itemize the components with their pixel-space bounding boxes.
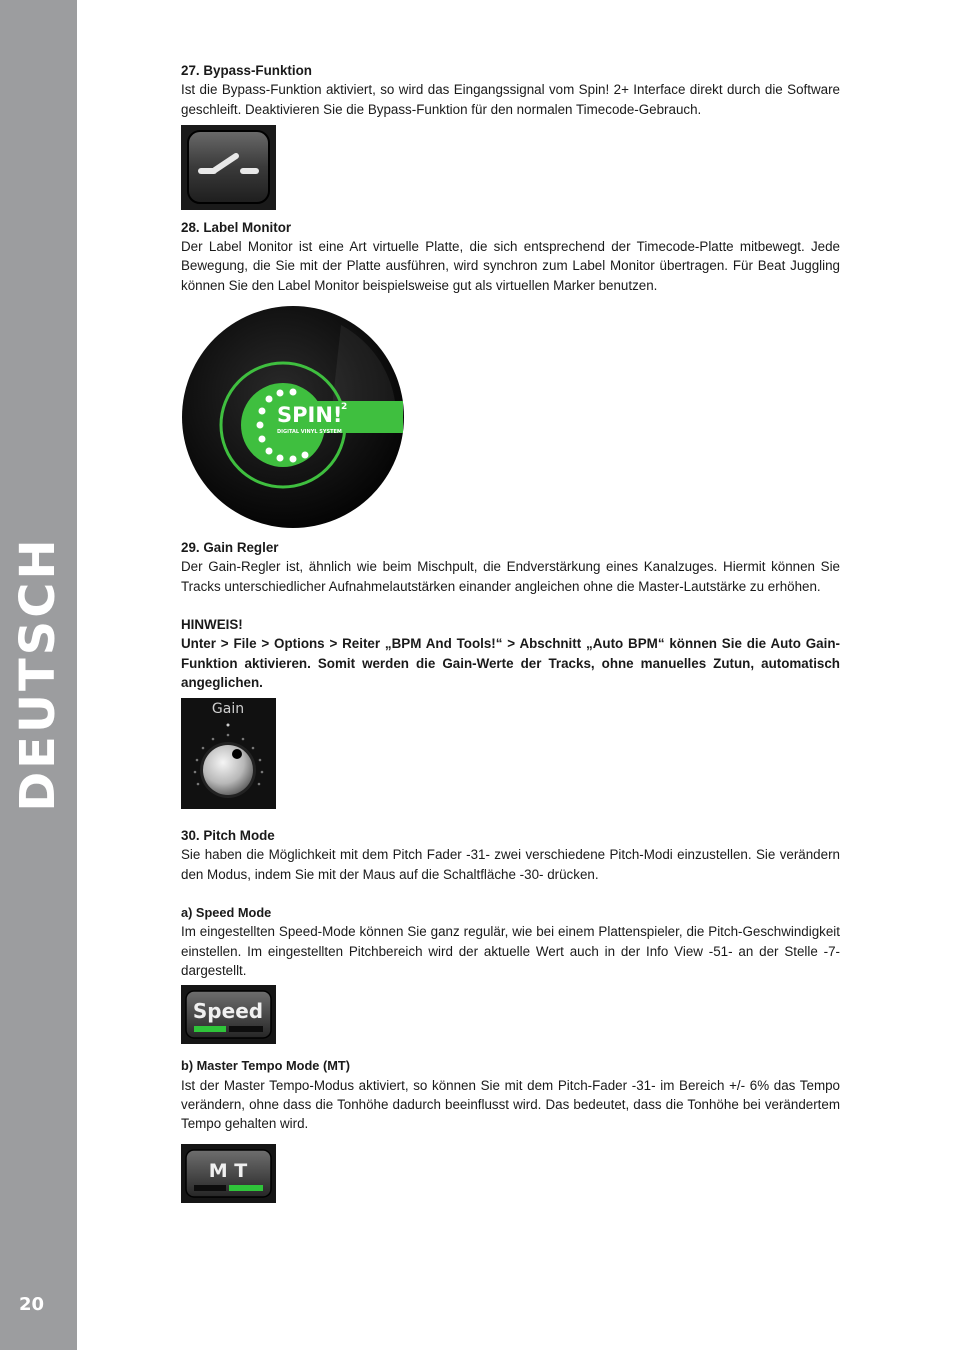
page-number: 20: [19, 1294, 45, 1315]
mt-label: M T: [208, 1160, 248, 1183]
gain-knob-image: [181, 698, 840, 809]
section-pitch-mode: [181, 826, 840, 1203]
speed-label: Speed: [192, 999, 264, 1024]
gain-knob-icon: [181, 698, 276, 809]
section-text: Der Gain-Regler ist, ähnlich wie beim Mischpult, die Endverstärkung eines Kanalzuges. Hiermit können Sie Tracks unterschiedlicher Aufnahmelautstärken einander angleichen ohne die Master-Lautstärke zu erhöhen.: [181, 559, 840, 594]
speed-mode-text: Im eingestellten Speed-Mode können Sie ganz regulär, wie bei einem Plattenspieler, die Pitch-Geschwindigkeit einstellen. Im eingestellten Pitchbereich wird der aktuelle Wert auch in der Info View -51- an der Stelle -7- dargestellt.: [181, 924, 840, 978]
bypass-button-image: [181, 125, 840, 210]
sidebar: [0, 0, 77, 1350]
vinyl-record-icon: [181, 305, 407, 531]
section-title: 29. Gain Regler: [181, 540, 279, 556]
master-tempo-title: b) Master Tempo Mode (MT): [181, 1058, 350, 1074]
section-title: 28. Label Monitor: [181, 219, 292, 235]
language-label: DEUTSCH: [10, 536, 66, 812]
section-bypass: [181, 61, 840, 210]
note-text: Unter > File > Options > Reiter „BPM And Tools!“ > Abschnitt „Auto BPM“ können Sie die Auto Gain-Funktion aktivieren. Somit werden die Gain-Werte der Tracks, ohne manuelles Zutun, automatisch angeglichen.: [181, 636, 840, 690]
section-text: Ist die Bypass-Funktion aktiviert, so wird das Eingangssignal vom Spin! 2+ Interface direkt durch die Software geschleift. Deaktivieren Sie die Bypass-Funktion für den normalen Timecode-Gebrauch.: [181, 82, 840, 117]
mt-button-image: [181, 1144, 840, 1203]
master-tempo-text: Ist der Master Tempo-Modus aktiviert, so können Sie mit dem Pitch-Fader -31- im Bereich +/- 6% das Tempo verändern, ohne dass die Tonhöhe dadurch beeinflusst wird. Das bedeutet, dass die Tonhöhe bei verändertem Tempo gehalten wird.: [181, 1077, 840, 1132]
section-title: 27. Bypass-Funktion: [181, 63, 312, 78]
speed-button-image: [181, 985, 840, 1044]
spin-logo-text: SPIN!: [277, 403, 343, 428]
knob-label: Gain: [211, 701, 245, 718]
section-gain: [181, 538, 840, 809]
master-tempo-button-icon: [181, 1144, 276, 1203]
label-monitor-image: [181, 305, 840, 531]
speed-mode-title: a) Speed Mode: [181, 905, 272, 921]
page-content: [181, 61, 840, 1203]
bypass-switch-icon: [181, 125, 276, 210]
section-title: 30. Pitch Mode: [181, 828, 275, 844]
spin-logo-subtitle: DIGITAL VINYL SYSTEM: [277, 429, 342, 436]
section-text: Sie haben die Möglichkeit mit dem Pitch Fader -31- zwei verschiedene Pitch-Modi einzustellen. Sie verändern den Modus, indem Sie mit der Maus auf die Schaltfläche -30- drücken.: [181, 847, 840, 882]
note-title: HINWEIS!: [181, 616, 243, 632]
speed-button-icon: [181, 985, 276, 1044]
section-text: Der Label Monitor ist eine Art virtuelle Platte, die sich entsprechend der Timecode-Platte mitbewegt. Jede Bewegung, die Sie mit der Platte ausführen, wird synchron zum Label Monitor übertragen. Für Beat Juggling können Sie den Label Monitor beispielsweise gut als virtuellen Marker benutzen.: [181, 239, 840, 293]
spin-logo-superscript: 2: [341, 402, 348, 413]
section-label-monitor: [181, 218, 840, 531]
